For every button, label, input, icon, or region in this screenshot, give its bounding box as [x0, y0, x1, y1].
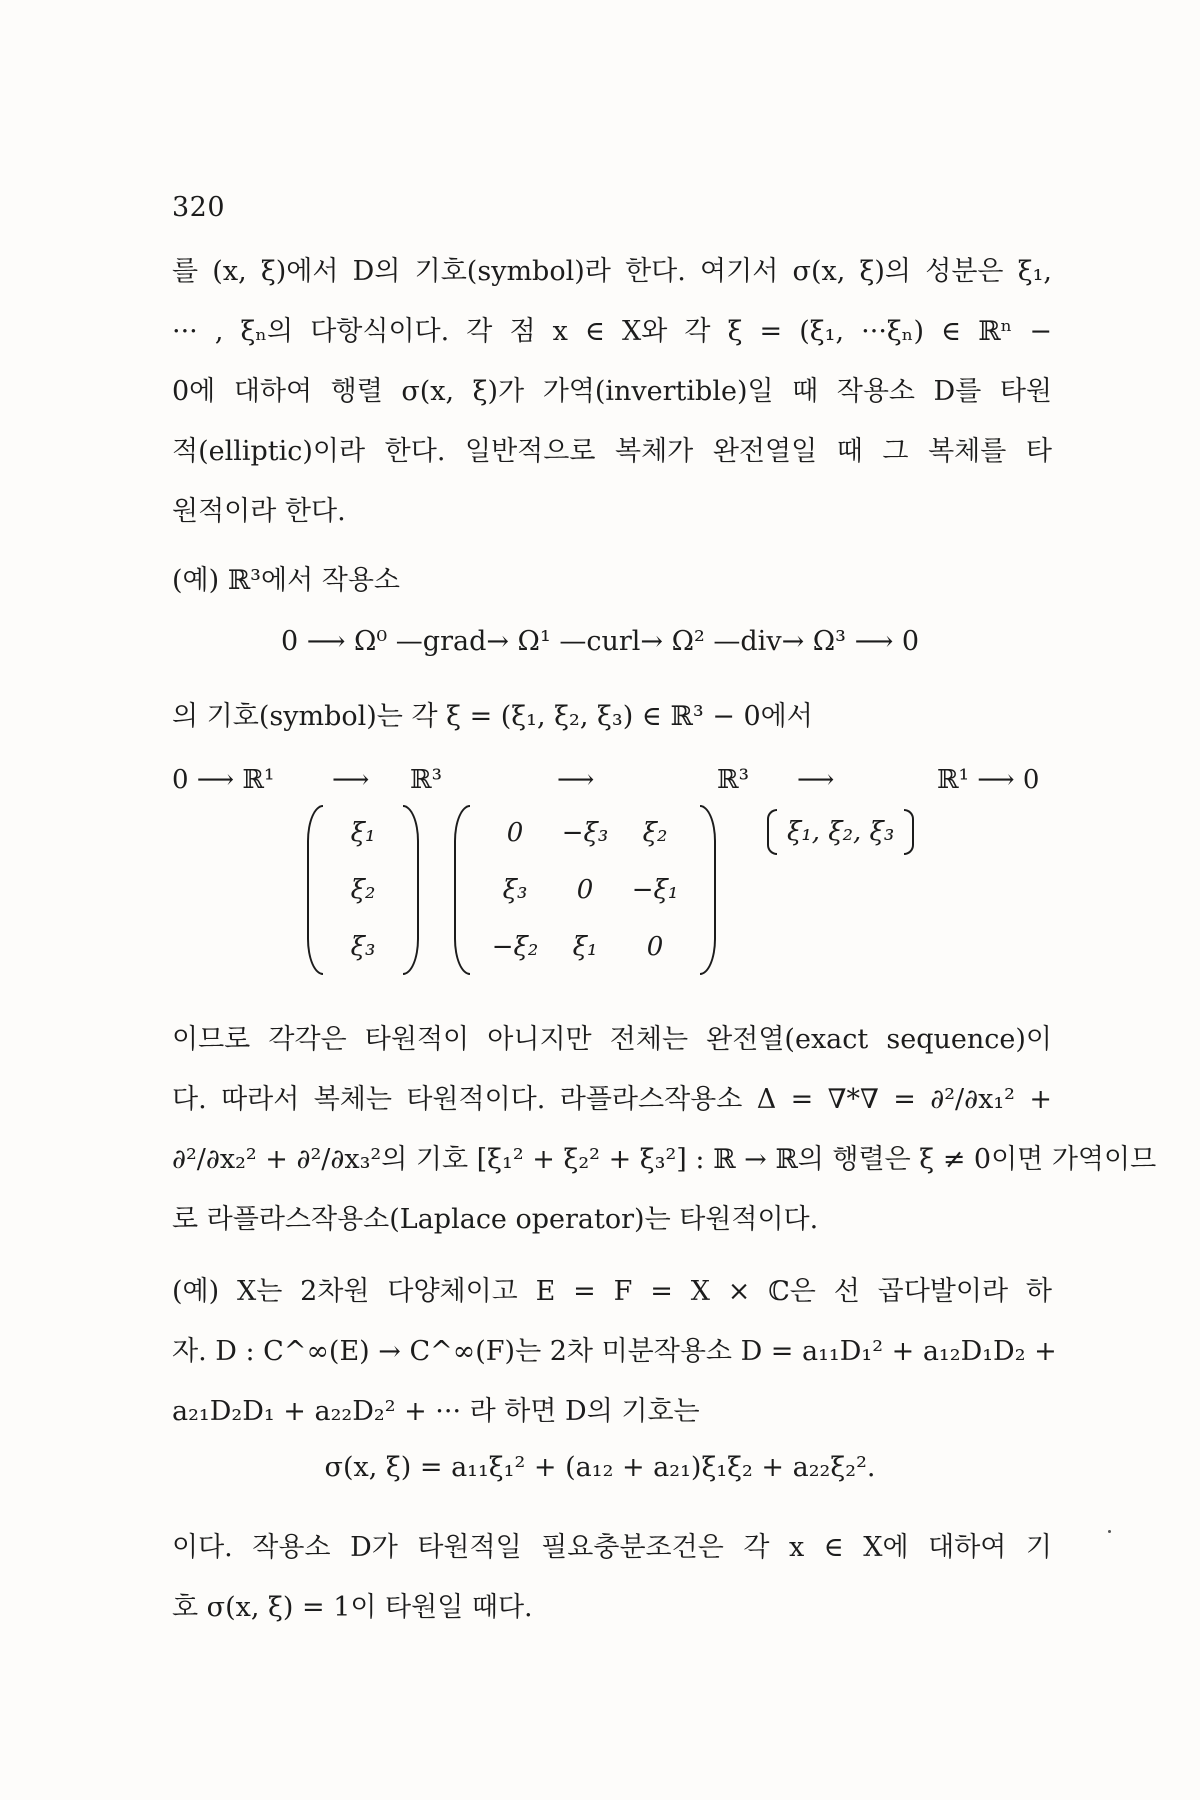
grad-symbol-matrix: [307, 805, 419, 975]
paragraph-example-2: [172, 1262, 1057, 1442]
left-paren: [767, 809, 777, 855]
de-rham-sequence: 0 ⟶ Ω⁰ —grad→ Ω¹ —curl→ Ω² —div→ Ω³ ⟶ 0: [280, 626, 920, 657]
symbol-formula: σ(x, ξ) = a₁₁ξ₁² + (a₁₂ + a₂₁)ξ₁ξ₂ + a₂₂ξ₂².: [324, 1452, 876, 1483]
arrow: ⟶: [557, 765, 595, 795]
matrix-entry: −ξ₁: [631, 874, 679, 905]
seq-start: 0 ⟶ ℝ¹: [172, 765, 275, 795]
text-line: ∂²/∂x₂² + ∂²/∂x₃²의 기호 [ξ₁² + ξ₂² + ξ₃²] : ℝ → ℝ의 행렬은 ξ ≠ 0이면 가역이므: [172, 1144, 1157, 1175]
right-paren: [904, 809, 914, 855]
text-line: 원적이라 한다.: [172, 496, 346, 527]
text-line: 를 (x, ξ)에서 D의 기호(symbol)라 한다. 여기서 σ(x, ξ)의 성분은 ξ₁,: [172, 256, 1052, 287]
left-paren: [307, 805, 323, 975]
paragraph-conclusion: [172, 1518, 1052, 1638]
text-line: 적(elliptic)이라 한다. 일반적으로 복체가 완전열일 때 그 복체를 타: [172, 436, 1052, 467]
matrix-cells: [470, 805, 700, 975]
arrow: ⟶: [332, 765, 370, 795]
text-line: 로 라플라스작용소(Laplace operator)는 타원적이다.: [172, 1204, 819, 1235]
matrix-cells: [323, 805, 403, 975]
text-line: ··· , ξₙ의 다항식이다. 각 점 x ∈ X와 각 ξ = (ξ₁, ···ξₙ) ∈ ℝⁿ −: [172, 316, 1052, 347]
seq-end: ℝ¹ ⟶ 0: [937, 765, 1040, 795]
r3-space: ℝ³: [717, 765, 750, 795]
left-paren: [454, 805, 470, 975]
matrix-entry: ξ₂: [350, 874, 376, 905]
curl-symbol-matrix: [454, 805, 716, 975]
text-line: 이므로 각각은 타원적이 아니지만 전체는 완전열(exact sequence)이: [172, 1024, 1052, 1055]
div-symbol-matrix: [767, 809, 914, 855]
matrix-entry: 0: [576, 874, 594, 905]
matrix-entry: ξ₂: [642, 818, 668, 849]
paragraph-symbol-definition: [172, 242, 1052, 542]
matrix-entry: ξ₁: [350, 818, 376, 849]
paragraph-laplace: [172, 1010, 1157, 1250]
matrix-entry: −ξ₂: [491, 931, 539, 962]
right-paren: [403, 805, 419, 975]
row-vector-entries: ξ₁, ξ₂, ξ₃: [787, 817, 895, 847]
example-1-heading: (예) ℝ³에서 작용소: [172, 565, 400, 596]
text-line: (예) X는 2차원 다양체이고 E = F = X × ℂ은 선 곱다발이라 하: [172, 1276, 1052, 1307]
page-number: 320: [172, 192, 226, 223]
symbol-intro: 의 기호(symbol)는 각 ξ = (ξ₁, ξ₂, ξ₃) ∈ ℝ³ − 0에서: [172, 701, 813, 732]
matrix-entry: ξ₃: [350, 931, 376, 962]
text-line: 이다. 작용소 D가 타원적일 필요충분조건은 각 x ∈ X에 대하여 기: [172, 1532, 1052, 1563]
matrix-entry: ξ₃: [502, 874, 528, 905]
scan-speck: [1108, 1530, 1111, 1533]
symbol-sequence: [172, 765, 1052, 985]
matrix-entry: 0: [506, 818, 524, 849]
right-paren: [700, 805, 716, 975]
text-line: 호 σ(x, ξ) = 1이 타원일 때다.: [172, 1592, 533, 1623]
matrix-entry: 0: [646, 931, 664, 962]
text-line: a₂₁D₂D₁ + a₂₂D₂² + ··· 라 하면 D의 기호는: [172, 1396, 700, 1427]
matrix-entry: −ξ₃: [561, 818, 609, 849]
text-line: 자. D : C^∞(E) → C^∞(F)는 2차 미분작용소 D = a₁₁D₁² + a₁₂D₁D₂ +: [172, 1336, 1057, 1367]
r3-space: ℝ³: [410, 765, 443, 795]
matrix-entry: ξ₁: [572, 931, 598, 962]
text-line: 다. 따라서 복체는 타원적이다. 라플라스작용소 Δ = ∇*∇ = ∂²/∂x₁² +: [172, 1084, 1052, 1115]
arrow: ⟶: [797, 765, 835, 795]
text-line: 0에 대하여 행렬 σ(x, ξ)가 가역(invertible)일 때 작용소 D를 타원: [172, 376, 1052, 407]
